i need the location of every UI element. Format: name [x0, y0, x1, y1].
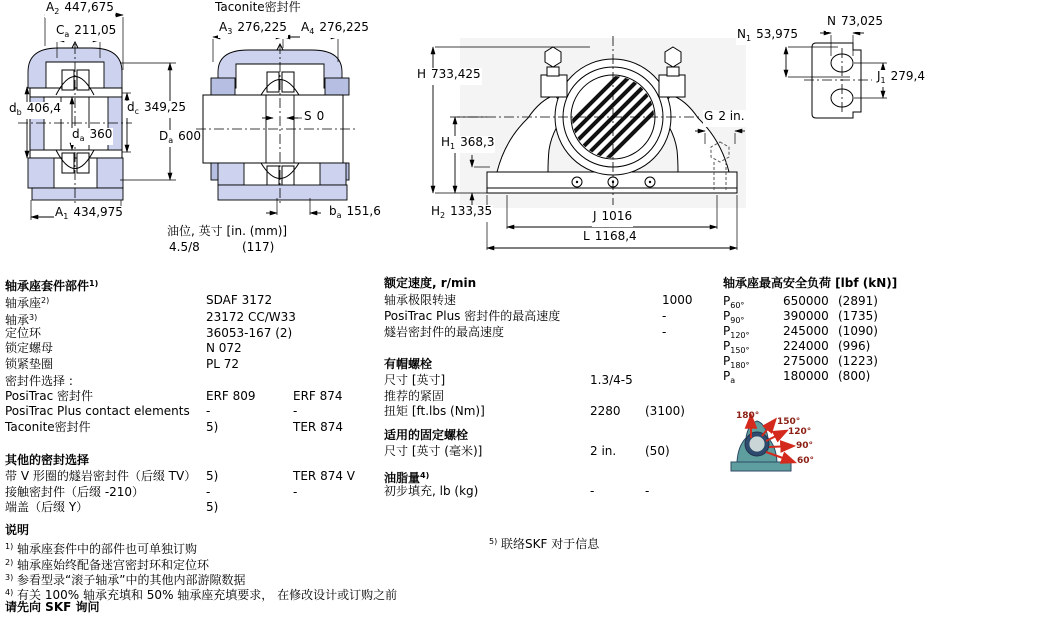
- speed-header: 额定速度, r/min: [384, 276, 477, 290]
- loads-header: 轴承座最高安全负荷 [lbf (kN)]: [723, 276, 898, 290]
- spec-value: -: [590, 484, 595, 498]
- dim-h: H 733,425: [416, 68, 482, 85]
- spec-label: 燧岩密封件的最高速度: [384, 325, 505, 339]
- spec-value: 2280: [590, 404, 621, 418]
- load-label: $P_{90^\circ}$: [723, 309, 745, 325]
- load-kn: (1090): [838, 324, 878, 338]
- dim-h2: $H_2$ 133,35: [431, 204, 493, 220]
- dim-a4: $A_4$ 276,225: [301, 20, 369, 36]
- spec-value: ERF 874: [293, 389, 343, 403]
- spec-label: Taconite密封件: [5, 420, 91, 434]
- spec-value: -: [645, 484, 650, 498]
- spec-label: 端盖（后缀 Y）: [5, 500, 89, 514]
- load-label: $P_a$: [723, 369, 736, 385]
- load-kn: (1223): [838, 354, 878, 368]
- spec-value: -: [662, 309, 667, 323]
- footnote: $^{4)}$ 有关 100% 轴承充填和 50% 轴承座充填要求， 在修改设计或订购之前: [5, 588, 398, 602]
- spec-label: 接触密封件（后缀 -210）: [5, 485, 145, 499]
- load-label: $P_{120^\circ}$: [723, 324, 750, 340]
- spec-label: PosiTrac Plus 密封件的最高速度: [384, 309, 561, 323]
- spec-value: -: [293, 404, 298, 418]
- footnote-5: $^{5)}$ 联络SKF 对于信息: [489, 537, 600, 551]
- angle-label-150: 150°: [777, 417, 801, 427]
- load-label: $P_{60^\circ}$: [723, 294, 745, 310]
- spec-label: 尺寸 [英寸]: [384, 373, 446, 387]
- footnote: $^{2)}$ 轴承座始终配备迷宫密封环和定位环: [5, 558, 210, 572]
- load-label: $P_{180^\circ}$: [723, 354, 750, 370]
- dim-n: N 73,025: [826, 15, 884, 32]
- spec-value: SDAF 3172: [206, 293, 273, 307]
- spec-label: 锁定螺母: [5, 341, 54, 355]
- spec-label: 锁紧垫圈: [5, 357, 54, 371]
- load-lbf: 245000: [783, 324, 829, 338]
- notes-header: 说明: [5, 523, 30, 537]
- diagram-base: [731, 462, 791, 471]
- spec-value: (50): [645, 444, 670, 458]
- spec-value: 36053-167 (2): [206, 326, 293, 340]
- spec-label: 扭矩 [ft.lbs (Nm)]: [384, 404, 485, 418]
- spec-value: -: [206, 485, 211, 499]
- footnote: $^{1)}$ 轴承座套件中的部件也可单独订购: [5, 542, 198, 556]
- spec-value: 1.3/4-5: [590, 373, 633, 387]
- dim-Da: $D_a$ 600: [159, 129, 202, 145]
- spec-label: 轴承座$^{2)}$: [5, 296, 50, 310]
- load-lbf: 275000: [783, 354, 829, 368]
- spec-value: 2 in.: [590, 444, 617, 458]
- footnote-continuation: 请先向 SKF 询问: [5, 600, 100, 614]
- oil-level-in: 4.5/8: [169, 240, 200, 254]
- dim-ca: $C_a$ 211,05: [56, 23, 117, 39]
- dim-j: J 1016: [592, 210, 633, 227]
- dim-h1: $H_1$ 368,3: [441, 135, 495, 151]
- load-lbf: 390000: [783, 309, 829, 323]
- load-kn: (2891): [838, 294, 878, 308]
- load-lbf: 650000: [783, 294, 829, 308]
- dim-s: S 0: [303, 110, 325, 127]
- dim-a3: $A_3$ 276,225: [219, 20, 287, 36]
- spec-label: PosiTrac Plus contact elements: [5, 404, 190, 418]
- other-seals-header: 其他的密封选择: [5, 453, 90, 467]
- load-kn: (800): [838, 369, 871, 383]
- spec-label: 推荐的紧固: [384, 389, 445, 403]
- grease-header: 油脂量$^{4)}$: [384, 471, 430, 485]
- spec-value: (3100): [645, 404, 685, 418]
- spec-value: N 072: [206, 341, 242, 355]
- spec-value: 5): [206, 500, 219, 514]
- spec-value: 5): [206, 469, 219, 483]
- spec-value: TER 874 V: [293, 469, 355, 483]
- oil-level-label: 油位, 英寸 [in. (mm)]: [167, 224, 288, 238]
- spec-label: 尺寸 [英寸 (毫米)]: [384, 444, 483, 458]
- foot-detail-view: [786, 33, 887, 118]
- seal-select-header: 密封件选择 :: [5, 374, 73, 388]
- dim-da: $d_a$ 360: [72, 127, 113, 143]
- spec-value: 1000: [662, 293, 693, 307]
- cap-bolt-header: 有帽螺栓: [384, 357, 433, 371]
- spec-value: ERF 809: [206, 389, 256, 403]
- spec-label: 带 V 形圈的燧岩密封件（后缀 TV）: [5, 469, 197, 483]
- spec-value: PL 72: [206, 357, 240, 371]
- angle-label-120: 120°: [788, 427, 812, 437]
- angle-label-90: 90°: [796, 441, 814, 451]
- spec-label: 轴承$^{3)}$: [5, 313, 38, 327]
- dim-g: G 2 in.: [703, 110, 746, 127]
- spec-value: 5): [206, 420, 219, 434]
- dim-dc: $d_c$ 349,25: [127, 100, 187, 116]
- load-kn: (1735): [838, 309, 878, 323]
- load-kn: (996): [838, 339, 871, 353]
- spec-value: -: [206, 404, 211, 418]
- anchor-bolt-header: 适用的固定螺栓: [384, 428, 469, 442]
- dim-ba: $b_a$ 151,6: [329, 204, 381, 220]
- load-lbf: 180000: [783, 369, 829, 383]
- dim-db: $d_b$ 406,4: [9, 101, 62, 117]
- parts-header: 轴承座套件部件$^{1)}$: [5, 279, 99, 293]
- load-lbf: 224000: [783, 339, 829, 353]
- dim-l: L 1168,4: [582, 230, 638, 247]
- spec-label: PosiTrac 密封件: [5, 389, 94, 403]
- angle-label-60: 60°: [797, 456, 815, 466]
- section-view-taconite: [196, 37, 356, 215]
- oil-level-mm: (117): [242, 240, 275, 254]
- dim-a2: $A_2$ 447,675: [46, 0, 114, 16]
- load-label: $P_{150^\circ}$: [723, 339, 750, 355]
- angle-label-180: 180°: [736, 411, 760, 421]
- spec-label: 初步填充, lb (kg): [384, 484, 479, 498]
- spec-value: TER 874: [293, 420, 343, 434]
- dim-j1: $J_1$ 279,4: [877, 69, 925, 85]
- spec-label: 定位环: [5, 326, 42, 340]
- taconite-drawing-title: Taconite密封件: [215, 0, 301, 14]
- spec-label: 轴承极限转速: [384, 293, 457, 307]
- dim-n1: $N_1$ 53,975: [737, 27, 799, 43]
- spec-value: -: [293, 485, 298, 499]
- dim-a1: $A_1$ 434,975: [55, 205, 123, 221]
- spec-value: -: [662, 325, 667, 339]
- spec-value: 23172 CC/W33: [206, 310, 296, 324]
- footnote: $^{3)}$ 参看型录“滚子轴承”中的其他内部游隙数据: [5, 573, 246, 587]
